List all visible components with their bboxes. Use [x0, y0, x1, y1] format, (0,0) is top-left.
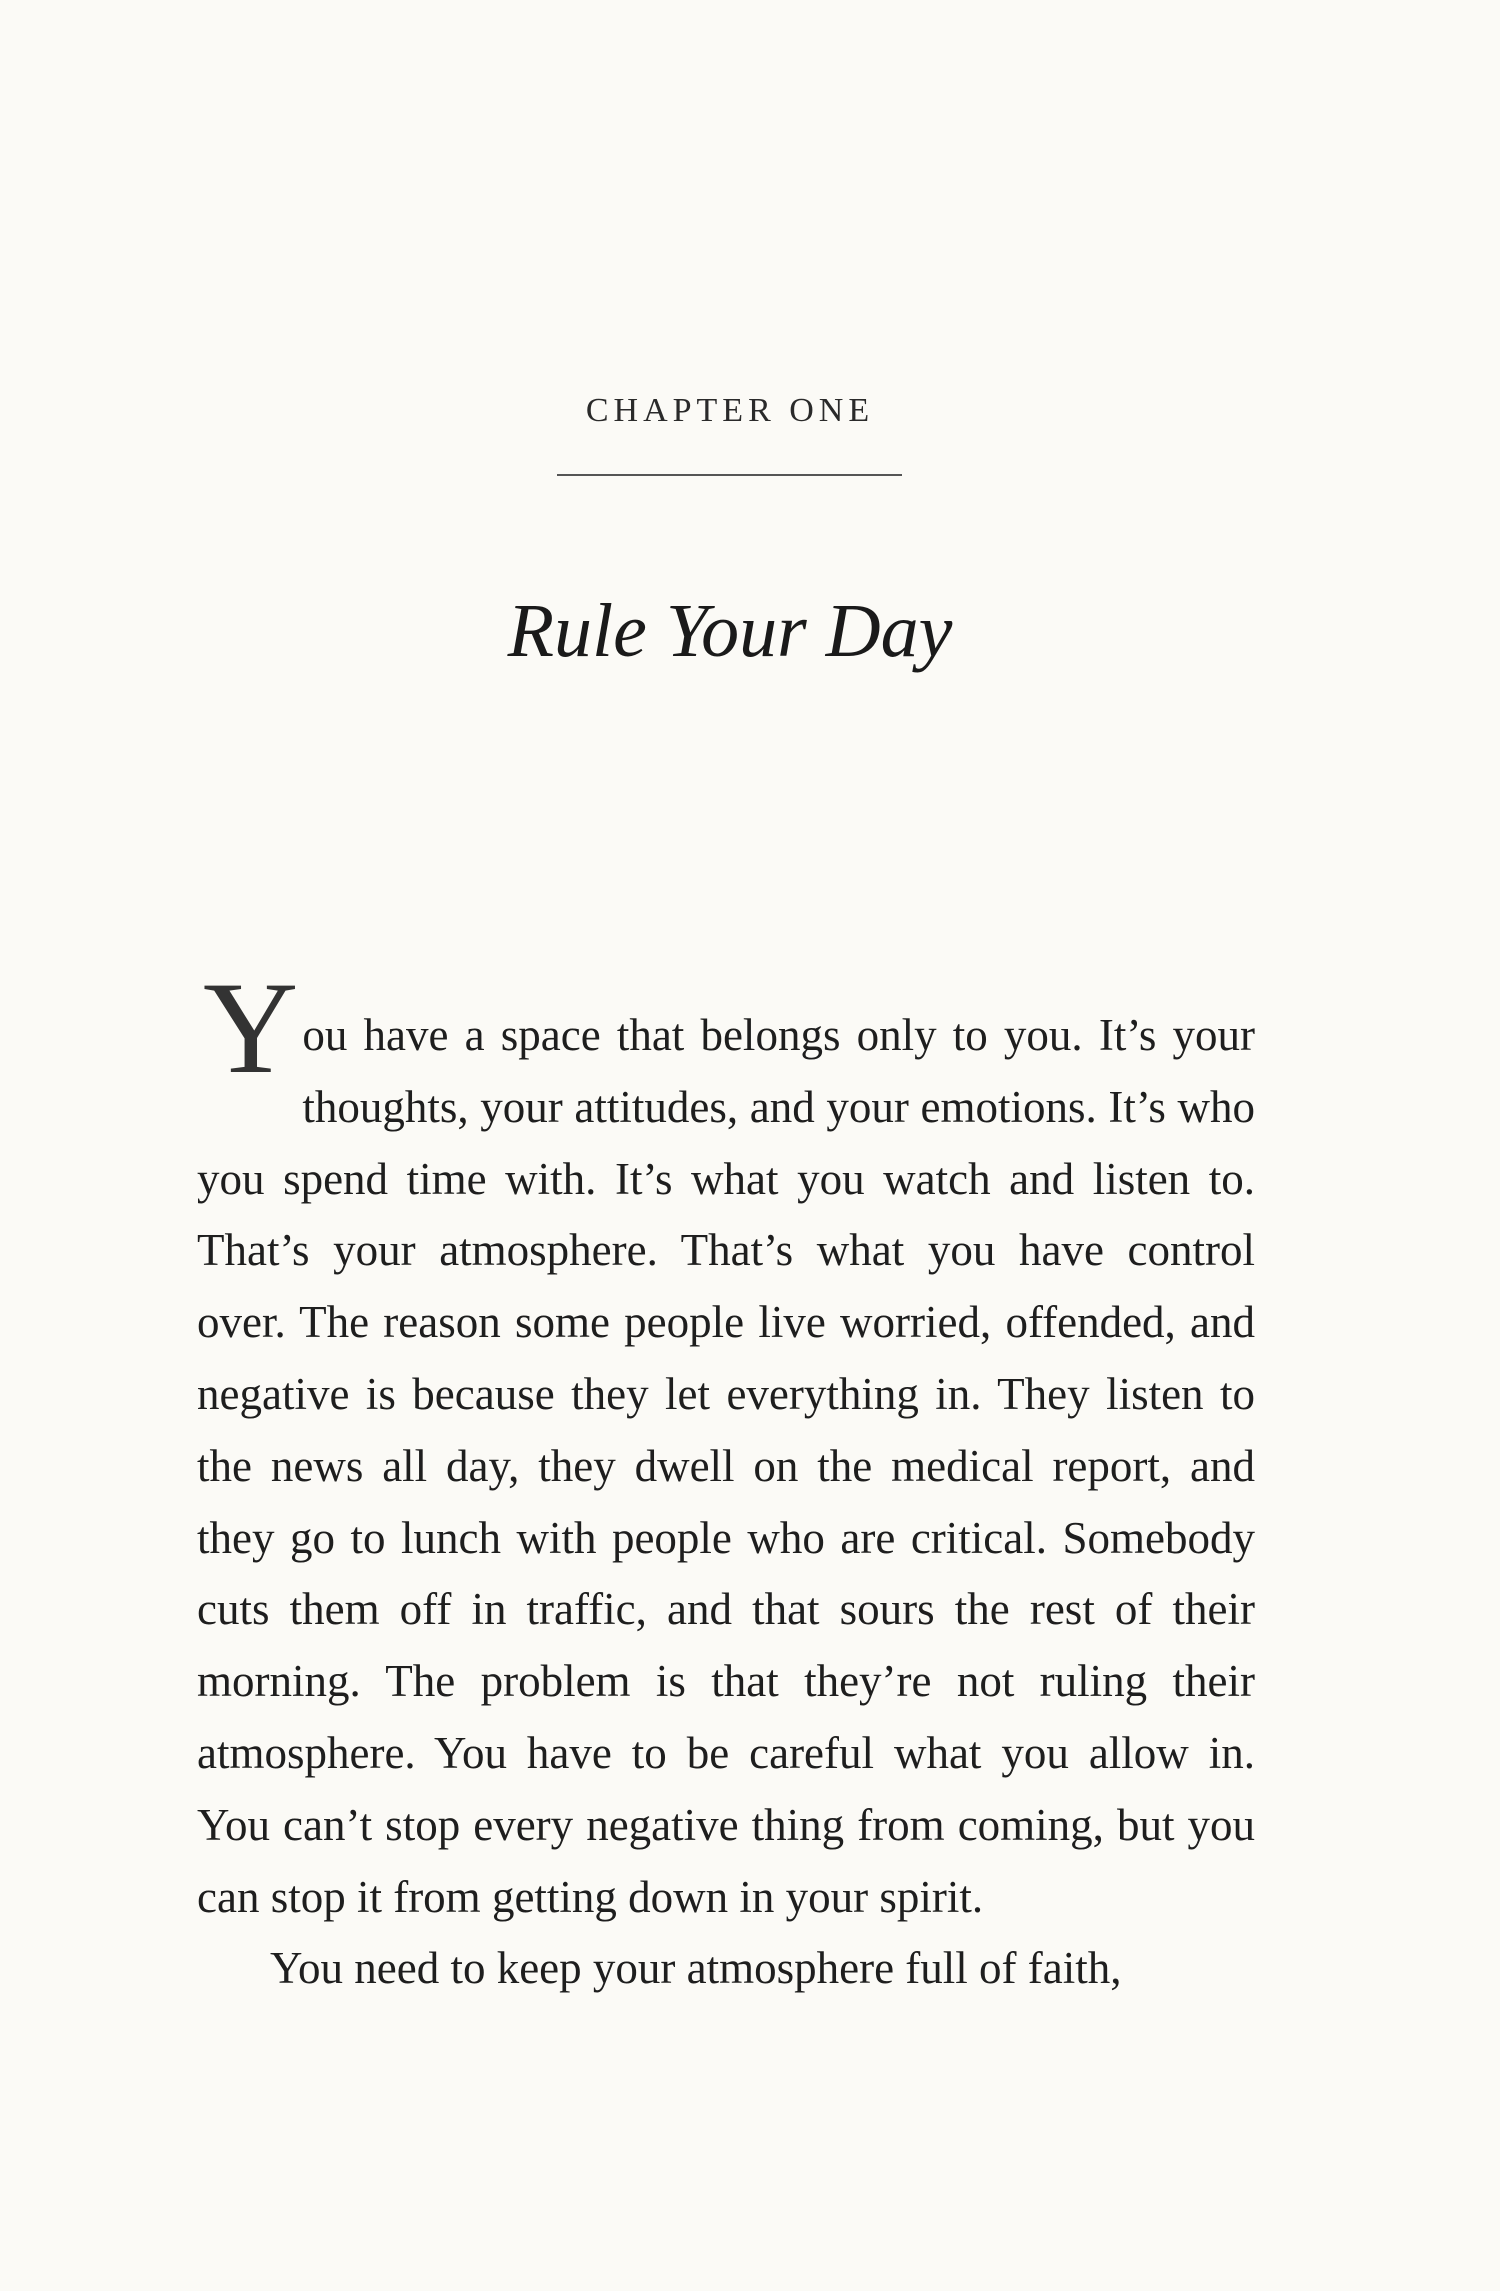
chapter-title: Rule Your Day — [507, 589, 953, 673]
drop-cap: Y — [203, 954, 299, 1101]
paragraph-1-text: ou have a space that belongs only to you. It’s your thoughts, your attitudes, and your emotions. It’s who you spend time with. It’s what you watch and listen to. That’s your atmosphere. That’s what you have control over. The reason some people live worried, offended, and negative is because they let everything in. They listen to the news all day, they dwell on the medical report, and they go to lunch with people who are critical. Somebody cuts them off in traffic, and that sours the rest of their morning. The problem is that they’re not ruling their atmosphere. You have to be careful what you allow in. You can’t stop every negative thing from coming, but you can stop it from getting down in your spirit. — [197, 1010, 1255, 1922]
chapter-label: CHAPTER ONE — [585, 392, 875, 429]
body-text — [197, 954, 1255, 2005]
chapter-divider — [557, 474, 902, 476]
paragraph-1 — [197, 954, 1255, 1933]
paragraph-2: You need to keep your atmosphere full of faith, — [270, 1943, 1122, 1994]
